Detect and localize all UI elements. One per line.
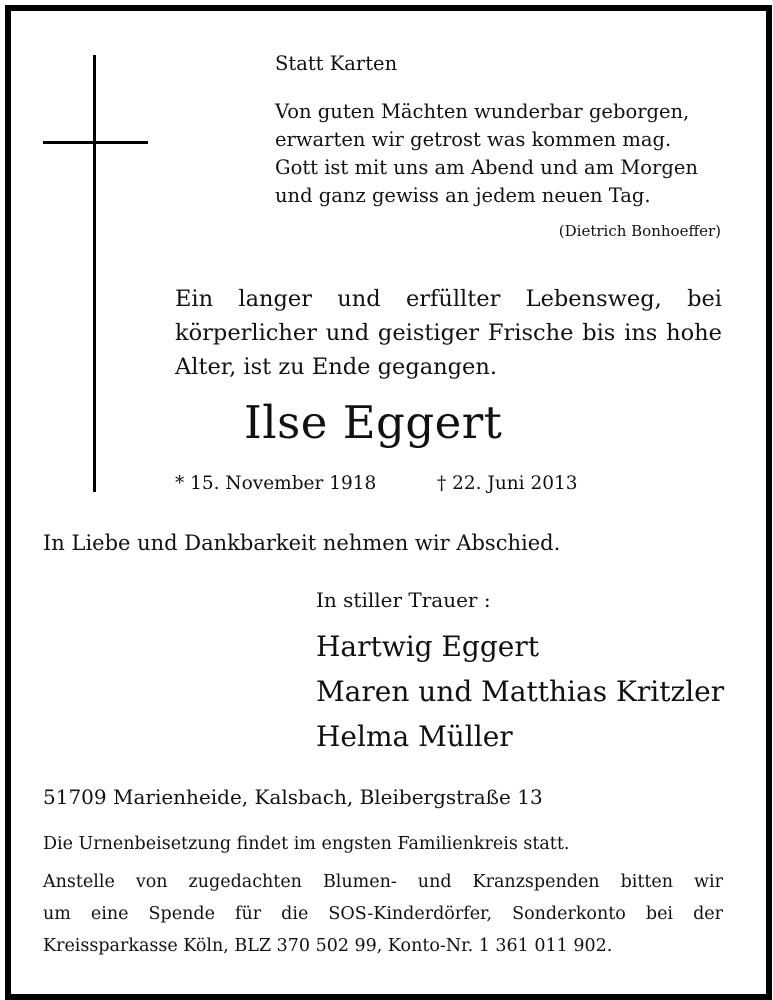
donation-line: um eine Spende für die SOS-Kinderdörfer, Sonderkonto bei der xyxy=(43,904,723,924)
burial-note: Die Urnenbeisetzung findet im engsten Familienkreis statt. xyxy=(43,834,570,854)
donation-line: Anstelle von zugedachten Blumen- und Kranzspenden bitten wir xyxy=(43,872,723,892)
death-date: † 22. Juni 2013 xyxy=(437,473,578,494)
farewell-text: In Liebe und Dankbarkeit nehmen wir Abschied. xyxy=(43,531,561,555)
tribute-line: körperlicher und geistiger Frische bis ins hohe xyxy=(175,320,722,346)
poem-line: und ganz gewiss an jedem neuen Tag. xyxy=(275,184,651,207)
tribute-text xyxy=(175,282,722,384)
tribute-line: Ein langer und erfüllter Lebensweg, bei xyxy=(175,286,722,312)
donation-line: Kreissparkasse Köln, BLZ 370 502 99, Konto-Nr. 1 361 011 902. xyxy=(43,936,613,956)
poem-line: erwarten wir getrost was kommen mag. xyxy=(275,128,672,151)
address: 51709 Marienheide, Kalsbach, Bleibergstraße 13 xyxy=(43,785,543,809)
poem-line: Von guten Mächten wunderbar geborgen, xyxy=(275,100,690,123)
mourning-label: In stiller Trauer : xyxy=(316,588,491,612)
donation-note xyxy=(43,866,723,962)
statt-karten-heading: Statt Karten xyxy=(275,52,398,75)
mourner-name: Maren und Matthias Kritzler xyxy=(316,675,725,708)
mourner-name: Helma Müller xyxy=(316,720,513,753)
cross-icon-horizontal-bar xyxy=(43,141,148,144)
tribute-line: Alter, ist zu Ende gegangen. xyxy=(175,354,497,380)
deceased-name: Ilse Eggert xyxy=(244,396,503,449)
poem xyxy=(275,98,698,210)
birth-date: * 15. November 1918 xyxy=(175,473,377,494)
poem-line: Gott ist mit uns am Abend und am Morgen xyxy=(275,156,698,179)
poem-author: (Dietrich Bonhoeffer) xyxy=(558,222,721,240)
mourner-name: Hartwig Eggert xyxy=(316,630,539,663)
cross-icon-vertical-bar xyxy=(93,55,96,492)
